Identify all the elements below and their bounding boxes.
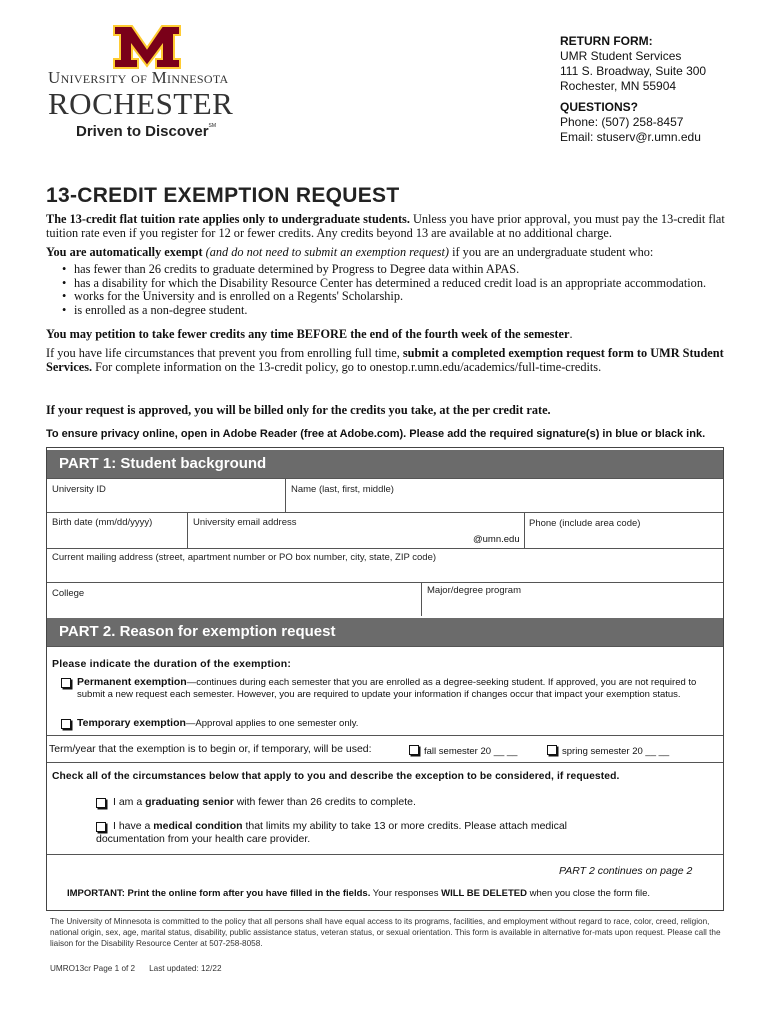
questions-block bbox=[560, 100, 701, 145]
questions-email: Email: stuserv@r.umn.edu bbox=[560, 130, 701, 144]
list-item: • has fewer than 26 credits to graduate determined by Progress to Degree data within APAS. bbox=[62, 263, 706, 277]
list-item: • is enrolled as a non-degree student. bbox=[62, 304, 706, 318]
eeo-statement: The University of Minnesota is committed to the policy that all persons shall have equal access to its programs, facilities, and employment without regard to race, color, creed, religion, national origin, sex, age, marital status, disability, public assistance status, veteran status, or sexual orientation. This form is available in alternative for-mats upon request. Please call the liaison for the Disability Resource Center at 507-258-8058. bbox=[50, 917, 721, 948]
auto-exempt-paragraph: You are automatically exempt (and do not need to submit an exemption request) if you are an undergraduate student who: bbox=[46, 245, 654, 259]
permanent-exemption-checkbox[interactable] bbox=[61, 674, 76, 692]
graduating-senior-text: I am a graduating senior with fewer than 26 credits to complete. bbox=[113, 796, 416, 808]
address-label: Current mailing address (street, apartment number or PO box number, city, state, ZIP code) bbox=[52, 552, 437, 563]
return-line-1: UMR Student Services bbox=[560, 49, 682, 63]
important-note: IMPORTANT: Print the online form after you have filled in the fields. Your responses WILL BE DELETED when you close the form file. bbox=[67, 888, 651, 899]
university-id-label: University ID bbox=[52, 484, 106, 495]
name-field[interactable] bbox=[286, 478, 723, 512]
privacy-note: To ensure privacy online, open in Adobe Reader (free at Adobe.com). Please add the required signature(s) in blue or black ink. bbox=[46, 428, 706, 440]
major-field[interactable] bbox=[422, 582, 723, 616]
questions-heading: QUESTIONS? bbox=[560, 100, 639, 114]
life-circumstances-paragraph: If you have life circumstances that prevent you from enrolling full time, submit a completed exemption request form to UMR Student Services. For complete information on the 13-credit policy, go to onestop.r.umn.edu/academics/full-time-credits. bbox=[46, 346, 724, 374]
fall-semester-checkbox[interactable]: fall semester 20 __ __ bbox=[409, 741, 517, 759]
checkbox-icon bbox=[96, 798, 106, 808]
return-line-3: Rochester, MN 55904 bbox=[560, 79, 677, 93]
email-suffix: @umn.edu bbox=[473, 534, 520, 545]
term-prompt: Term/year that the exemption is to begin or, if temporary, will be used: bbox=[49, 743, 372, 755]
checkbox-icon bbox=[547, 745, 557, 755]
return-form-block bbox=[560, 34, 706, 94]
tagline: Driven to Discover℠ bbox=[76, 123, 217, 140]
temporary-exemption-text: Temporary exemption—Approval applies to one semester only. bbox=[77, 717, 359, 729]
medical-condition-text: I have a medical condition that limits my ability to take 13 or more credits. Please attach medical bbox=[113, 820, 568, 832]
page-footer: UMRO13cr Page 1 of 2 Last updated: 12/22 bbox=[50, 964, 222, 973]
part2-heading: PART 2. Reason for exemption request bbox=[47, 618, 723, 646]
email-label: University email address bbox=[193, 517, 297, 528]
intro-paragraph: The 13-credit flat tuition rate applies only to undergraduate students. Unless you have prior approval, you must pay the 13-credit flat tuition rate even if you register for 12 or fewer credits. Any credits beyond 13 are available at no additional charge. bbox=[46, 212, 725, 240]
medical-condition-text-2: documentation from your health care provider. bbox=[96, 833, 311, 845]
permanent-exemption-text: Permanent exemption—continues during each semester that you are enrolled as a degree-seeking student. If approved, you are not required to submit a new request each semester. However, you are required to update your information if changes occur that impact your exemption status. bbox=[77, 676, 697, 700]
phone-label: Phone (include area code) bbox=[529, 518, 641, 529]
university-m-logo bbox=[112, 24, 182, 70]
checkbox-icon bbox=[61, 719, 71, 729]
list-item: • has a disability for which the Disability Resource Center has determined a reduced credit load is an appropriate accommodation. bbox=[62, 277, 706, 291]
duration-prompt: Please indicate the duration of the exemption: bbox=[52, 658, 292, 670]
part1-heading: PART 1: Student background bbox=[47, 450, 723, 478]
birth-date-label: Birth date (mm/dd/yyyy) bbox=[52, 517, 153, 528]
circumstances-prompt: Check all of the circumstances below that apply to you and describe the exception to be considered, if requested. bbox=[52, 771, 620, 782]
campus-name: ROCHESTER bbox=[48, 86, 234, 121]
page-title: 13-CREDIT EXEMPTION REQUEST bbox=[46, 184, 400, 207]
university-id-field[interactable] bbox=[47, 478, 285, 512]
name-label: Name (last, first, middle) bbox=[291, 484, 394, 495]
return-form-heading: RETURN FORM: bbox=[560, 34, 653, 48]
college-label: College bbox=[52, 588, 85, 599]
billing-note: If your request is approved, you will be billed only for the credits you take, at the per credit rate. bbox=[46, 403, 551, 417]
list-item: • works for the University and is enrolled on a Regents' Scholarship. bbox=[62, 290, 706, 304]
phone-field[interactable] bbox=[525, 512, 723, 548]
spring-semester-checkbox[interactable]: spring semester 20 __ __ bbox=[547, 741, 669, 759]
temporary-exemption-checkbox[interactable] bbox=[61, 715, 76, 733]
checkbox-icon bbox=[409, 745, 419, 755]
exempt-bullet-list bbox=[62, 263, 706, 317]
questions-phone: Phone: (507) 258-8457 bbox=[560, 115, 684, 129]
address-field[interactable] bbox=[47, 548, 723, 582]
college-field[interactable] bbox=[47, 582, 421, 616]
return-line-2: 111 S. Broadway, Suite 300 bbox=[560, 64, 707, 78]
major-label: Major/degree program bbox=[427, 585, 521, 596]
checkbox-icon bbox=[96, 822, 106, 832]
exemption-form bbox=[46, 447, 724, 911]
petition-paragraph: You may petition to take fewer credits any time BEFORE the end of the fourth week of the semester. bbox=[46, 327, 573, 341]
checkbox-icon bbox=[61, 678, 71, 688]
birth-date-field[interactable] bbox=[47, 512, 187, 548]
graduating-senior-checkbox[interactable] bbox=[96, 794, 111, 812]
continues-note: PART 2 continues on page 2 bbox=[559, 865, 693, 877]
university-name: University of Minnesota bbox=[48, 68, 229, 87]
